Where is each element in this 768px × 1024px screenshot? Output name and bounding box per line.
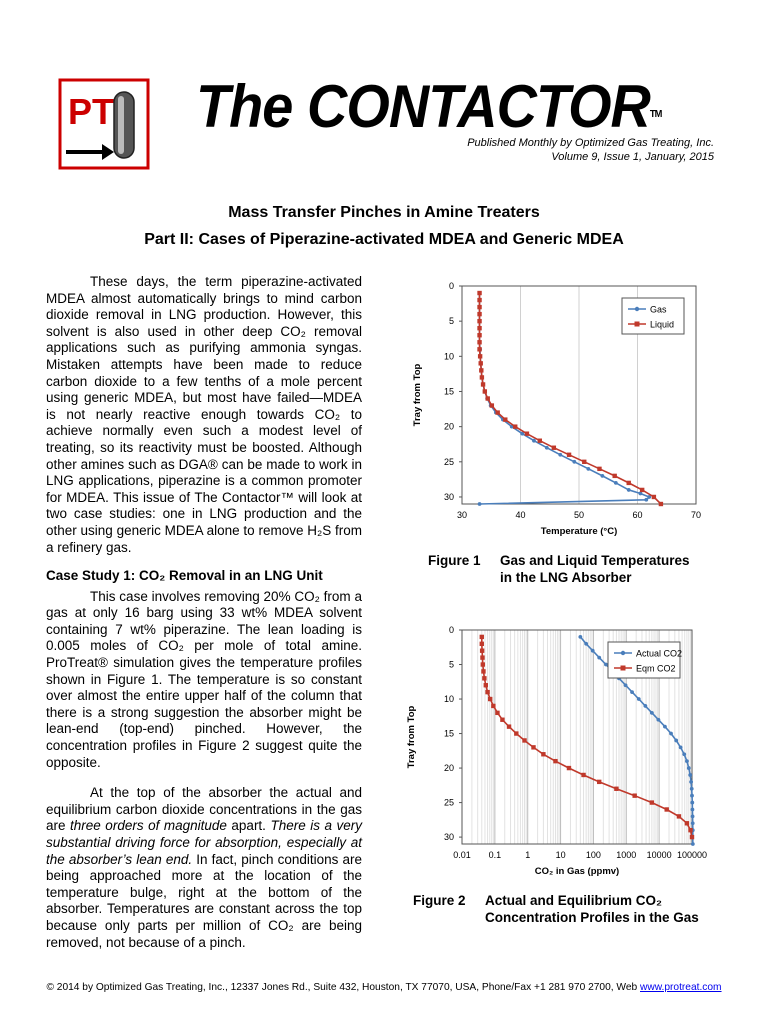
data-point	[514, 731, 518, 735]
data-point	[477, 333, 481, 337]
publication-info	[467, 136, 714, 164]
data-point	[477, 319, 481, 323]
data-point	[531, 745, 535, 749]
y-tick-label: 30	[443, 491, 454, 502]
data-point	[480, 655, 484, 659]
x-tick-label: 10000	[646, 850, 672, 860]
data-point	[690, 835, 694, 839]
y-tick-label: 5	[448, 659, 454, 670]
article-title: Mass Transfer Pinches in Amine Treaters	[228, 204, 540, 221]
data-point	[690, 787, 694, 791]
data-point	[481, 382, 485, 386]
x-tick-label: 10	[555, 850, 566, 860]
y-tick-label: 5	[448, 316, 454, 327]
y-tick-label: 10	[443, 694, 454, 705]
data-point	[597, 467, 601, 471]
data-point	[480, 649, 484, 653]
data-point	[677, 814, 681, 818]
y-tick-label: 10	[443, 351, 454, 362]
data-point	[538, 439, 542, 443]
x-tick-label: 1	[525, 850, 531, 860]
logo-column-highlight	[118, 96, 124, 154]
data-point	[488, 697, 492, 701]
legend-label: Gas	[650, 304, 667, 315]
data-point	[691, 842, 695, 846]
data-point	[679, 745, 683, 749]
paragraph-analysis: At the top of the absorber the actual and equilibrium carbon dioxide concentrations in the gas are three orders of magnitude apart. There is a very substantial driving force for absorption, especially at the absorber’s lean end. In fact, pinch conditions are being approached more at the location of the temperature bulge, right at the bottom of the absorber. Temperatures are constant across the top because only parts per million of CO₂ are being removed, not because of a pinch.	[46, 785, 363, 950]
data-point	[503, 417, 507, 421]
data-point	[688, 828, 692, 832]
data-point	[553, 759, 557, 763]
data-point	[490, 403, 494, 407]
figure1-caption	[428, 552, 728, 588]
data-point	[477, 326, 481, 330]
data-point	[567, 453, 571, 457]
y-tick-label: 15	[443, 728, 454, 739]
data-point	[601, 474, 605, 478]
data-point	[637, 697, 641, 701]
data-point	[495, 410, 499, 414]
data-point	[541, 752, 545, 756]
data-point	[578, 635, 582, 639]
data-point	[484, 683, 488, 687]
pubinfo-line1: Published Monthly by Optimized Gas Treating, Inc.	[467, 137, 714, 149]
y-tick-label: 0	[448, 281, 454, 291]
article-subtitle: Part II: Cases of Piperazine-activated MDEA and Generic MDEA	[144, 231, 624, 248]
y-tick-label: 15	[443, 386, 454, 397]
data-point	[650, 800, 654, 804]
data-point	[612, 474, 616, 478]
data-point	[480, 375, 484, 379]
data-point	[582, 460, 586, 464]
y-tick-label: 0	[448, 625, 454, 635]
y-axis-label: Tray from Top	[406, 705, 417, 769]
data-point	[586, 467, 590, 471]
data-point	[691, 814, 695, 818]
legend-label: Eqm CO2	[636, 663, 676, 674]
data-point	[545, 446, 549, 450]
data-point	[689, 780, 693, 784]
data-point	[495, 711, 499, 715]
data-point	[614, 787, 618, 791]
company-logo	[58, 78, 150, 170]
pubinfo-line2: Volume 9, Issue 1, January, 2015	[551, 151, 714, 163]
figure1-chart	[408, 276, 708, 542]
data-point	[478, 354, 482, 358]
data-point	[614, 481, 618, 485]
data-point	[627, 488, 631, 492]
data-point	[691, 808, 695, 812]
data-point	[477, 298, 481, 302]
data-point	[485, 690, 489, 694]
data-point	[482, 676, 486, 680]
figure2-caption-line1: Actual and Equilibrium CO₂	[485, 893, 663, 908]
figure2-caption	[413, 892, 733, 928]
data-point	[643, 704, 647, 708]
data-point	[480, 635, 484, 639]
data-point	[690, 801, 694, 805]
data-point	[567, 766, 571, 770]
data-point	[627, 481, 631, 485]
data-point	[669, 732, 673, 736]
x-tick-label: 0.1	[488, 850, 502, 860]
x-axis-label: CO₂ in Gas (ppmv)	[534, 866, 620, 877]
data-point	[478, 502, 482, 506]
data-point	[674, 739, 678, 743]
x-tick-label: 50	[573, 510, 585, 520]
data-point	[486, 396, 490, 400]
x-tick-label: 60	[632, 510, 643, 520]
data-point	[597, 656, 601, 660]
data-point	[479, 368, 483, 372]
x-tick-label: 0.01	[453, 850, 471, 860]
data-point	[685, 759, 689, 763]
data-point	[640, 488, 644, 492]
x-tick-label: 1000	[616, 850, 637, 860]
trademark-mark: TM	[649, 109, 662, 120]
y-tick-label: 25	[443, 456, 454, 467]
data-point	[500, 718, 504, 722]
data-point	[657, 718, 661, 722]
data-point	[477, 305, 481, 309]
x-tick-label: 40	[515, 510, 526, 520]
data-point	[659, 502, 663, 506]
y-tick-label: 20	[443, 763, 454, 774]
data-point	[522, 738, 526, 742]
data-point	[481, 662, 485, 666]
x-tick-label: 70	[690, 510, 702, 520]
y-tick-label: 20	[443, 421, 454, 432]
data-point	[690, 794, 694, 798]
data-point	[480, 642, 484, 646]
data-point	[687, 766, 691, 770]
data-point	[584, 642, 588, 646]
page-footer: © 2014 by Optimized Gas Treating, Inc., 12337 Jones Rd., Suite 432, Houston, TX 77070, USA, Phone/Fax +1 281 970 2700, Web www.protreat.com	[46, 982, 722, 993]
data-point	[491, 704, 495, 708]
data-point	[650, 711, 654, 715]
website-link[interactable]: www.protreat.com	[640, 982, 722, 993]
logo-arrow-icon	[102, 144, 114, 160]
data-point	[507, 724, 511, 728]
figure2-chart	[402, 620, 718, 880]
data-point	[477, 312, 481, 316]
legend-marker	[635, 307, 639, 311]
y-axis-label: Tray from Top	[412, 363, 423, 427]
data-point	[558, 453, 562, 457]
body-column	[46, 274, 362, 951]
x-tick-label: 100	[585, 850, 601, 860]
data-point	[630, 690, 634, 694]
data-point	[685, 821, 689, 825]
data-point	[483, 389, 487, 393]
data-point	[581, 773, 585, 777]
data-point	[481, 669, 485, 673]
data-point	[513, 424, 517, 428]
data-point	[663, 725, 667, 729]
logo-letter-p: PT	[68, 91, 115, 132]
data-point	[525, 431, 529, 435]
data-point	[532, 439, 536, 443]
data-point	[682, 752, 686, 756]
x-tick-label: 100000	[676, 850, 708, 860]
paragraph-intro: These days, the term piperazine-activated MDEA almost automatically brings to mind carbon dioxide removal in LNG production. However, this solvent is also used in other deep CO₂ removal applications such as purifying ammonia syngas. Mistaken attempts have been made to reduce carbon dioxide to a few tenths of a mole percent using generic MDEA, but most have failed—MDEA is not nearly reactive enough towards CO₂ to achieve normally even such a modest level of treating, so its reactivity must be boosted. Although other amines such as DGA® can be made to work in LNG applications, piperazine is a common promoter for MDEA. This issue of The Contactor™ will look at two case studies: one in LNG production and the other using generic MDEA alone to remove H₂S from a refinery gas.	[46, 274, 362, 555]
figure2-caption-line2: Concentration Profiles in the Gas	[485, 910, 699, 925]
data-point	[591, 649, 595, 653]
x-tick-label: 30	[456, 510, 468, 520]
legend-label: Actual CO2	[636, 648, 683, 659]
data-point	[552, 446, 556, 450]
figure1-caption-line2: in the LNG Absorber	[500, 570, 632, 585]
y-tick-label: 30	[443, 832, 454, 843]
data-point	[632, 793, 636, 797]
legend-marker	[635, 322, 640, 327]
data-point	[604, 663, 608, 667]
y-tick-label: 25	[443, 797, 454, 808]
data-point	[479, 361, 483, 365]
data-point	[477, 347, 481, 351]
legend-label: Liquid	[650, 319, 675, 330]
data-point	[644, 498, 648, 502]
data-point	[688, 773, 692, 777]
data-point	[652, 495, 656, 499]
figure1-number: Figure 1	[428, 553, 481, 568]
masthead-title: The CONTACTOR™	[196, 73, 662, 140]
data-point	[572, 460, 576, 464]
data-point	[477, 291, 481, 295]
figure1-caption-line1: Gas and Liquid Temperatures	[500, 553, 690, 568]
paragraph-case1: This case involves removing 20% CO₂ from a gas at only 16 barg using 33 wt% MDEA solvent containing 7 wt% piperazine. The lean loading is 0.005 moles of CO₂ per mole of total amine. ProTreat® simulation gives the temperature profiles shown in Figure 1. The temperature is so constant over almost the entire upper half of the column that there is a strong suggestion the absorber might be lean-end (top-end) pinched. However, the concentration profiles in Figure 2 suggest quite the opposite.	[46, 588, 362, 770]
case-study-heading: Case Study 1: CO₂ Removal in an LNG Unit	[46, 568, 323, 584]
data-point	[691, 821, 695, 825]
data-point	[477, 340, 481, 344]
data-point	[624, 683, 628, 687]
legend-marker	[621, 666, 626, 671]
legend-marker	[621, 651, 625, 655]
data-point	[665, 807, 669, 811]
x-axis-label: Temperature (°C)	[540, 526, 618, 537]
figure2-number: Figure 2	[413, 893, 466, 908]
data-point	[597, 780, 601, 784]
